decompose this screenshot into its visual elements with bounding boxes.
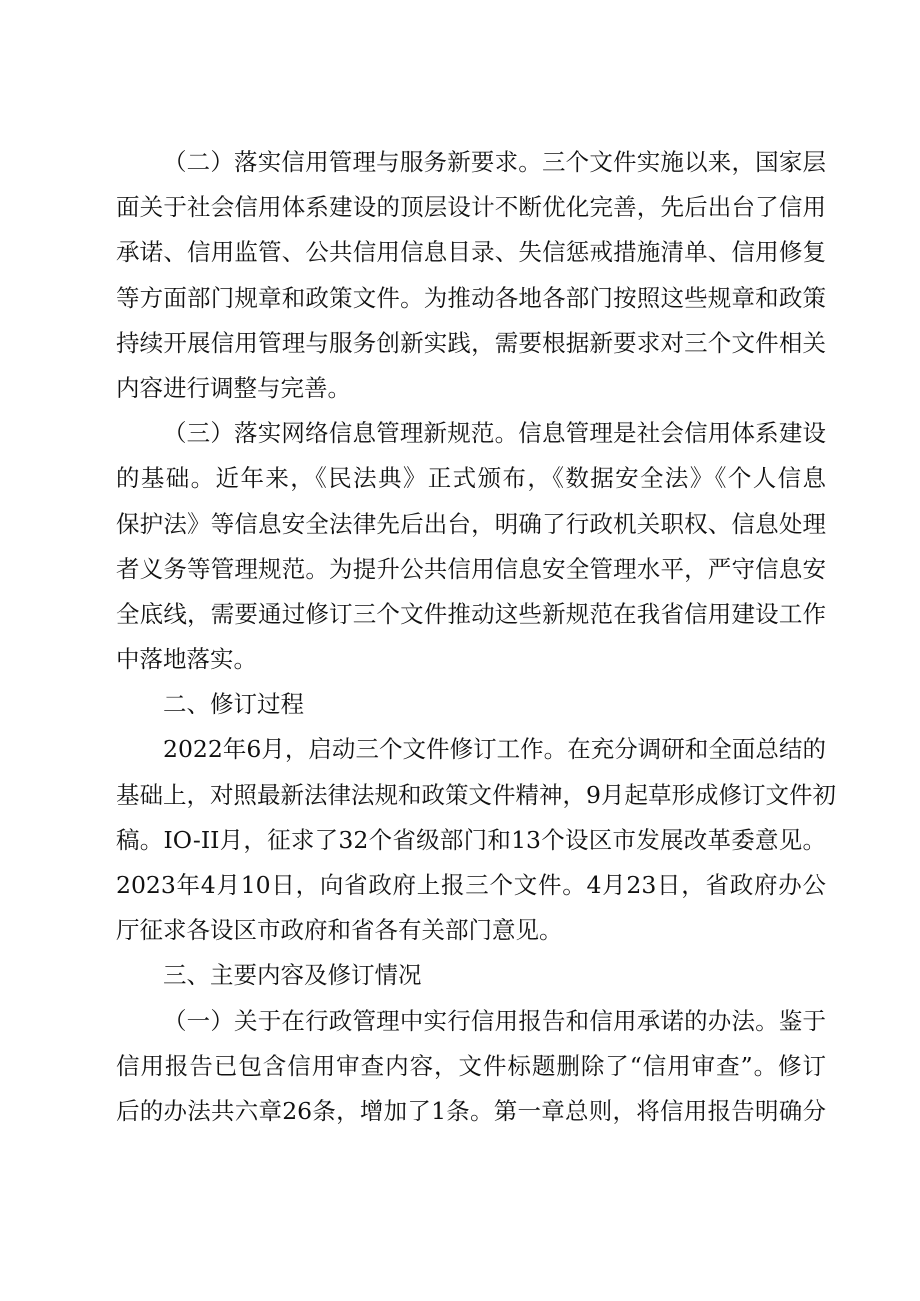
text-line: 者义务等管理规范。为提升公共信用信息安全管理水平，严守信息安: [116, 554, 826, 583]
para-1-measures: [116, 999, 826, 1135]
text-line: 基础上，对照最新法律法规和政策文件精神，9月起草形成修订文件初: [116, 780, 836, 809]
text-line: 2023年4月10日，向省政府上报三个文件。4月23日，省政府办公: [116, 871, 826, 899]
section-heading: 二、修订过程: [163, 690, 304, 719]
text-line: 中落地落实。: [116, 645, 257, 674]
text-line: 厅征求各设区市政府和省各有关部门意见。: [116, 916, 563, 945]
text-line: 等方面部门规章和政策文件。为推动各地各部门按照这些规章和政策: [116, 283, 826, 312]
section-heading: 三、主要内容及修订情况: [163, 961, 422, 990]
heading-main-content: [116, 953, 826, 998]
text-line: 后的办法共六章26条，增加了1条。第一章总则，将信用报告明确分: [116, 1096, 826, 1125]
text-line: （三）落实网络信息管理新规范。信息管理是社会信用体系建设: [163, 419, 826, 448]
para-3-network-info: [116, 411, 826, 682]
heading-revision-process: [116, 682, 826, 727]
text-line: 的基础。近年来，《民法典》正式颁布，《数据安全法》《个人信息: [116, 464, 826, 493]
text-line: 稿。IO-II月，征求了32个省级部门和13个设区市发展改革委意见。: [116, 825, 826, 854]
text-line: （一）关于在行政管理中实行信用报告和信用承诺的办法。鉴于: [163, 1006, 826, 1035]
text-line: （二）落实信用管理与服务新要求。三个文件实施以来，国家层: [163, 148, 826, 176]
text-line: 持续开展信用管理与服务创新实践，需要根据新要求对三个文件相关: [116, 328, 826, 357]
text-line: 内容进行调整与完善。: [116, 373, 351, 402]
text-line: 保护法》等信息安全法律先后出台，明确了行政机关职权、信息处理: [116, 509, 826, 538]
text-line: 面关于社会信用体系建设的顶层设计不断优化完善，先后出台了信用: [116, 193, 826, 222]
document-page: [116, 140, 836, 1134]
para-revision-process: [116, 727, 836, 953]
para-2-credit-management: [116, 140, 826, 411]
text-line: 全底线，需要通过修订三个文件推动这些新规范在我省信用建设工作: [116, 599, 826, 628]
text-line: 信用报告已包含信用审查内容，文件标题删除了“信用审查”。修订: [116, 1051, 826, 1080]
text-line: 承诺、信用监管、公共信用信息目录、失信惩戒措施清单、信用修复: [116, 238, 826, 267]
text-line: 2022年6月，启动三个文件修订工作。在充分调研和全面总结的: [163, 735, 826, 764]
